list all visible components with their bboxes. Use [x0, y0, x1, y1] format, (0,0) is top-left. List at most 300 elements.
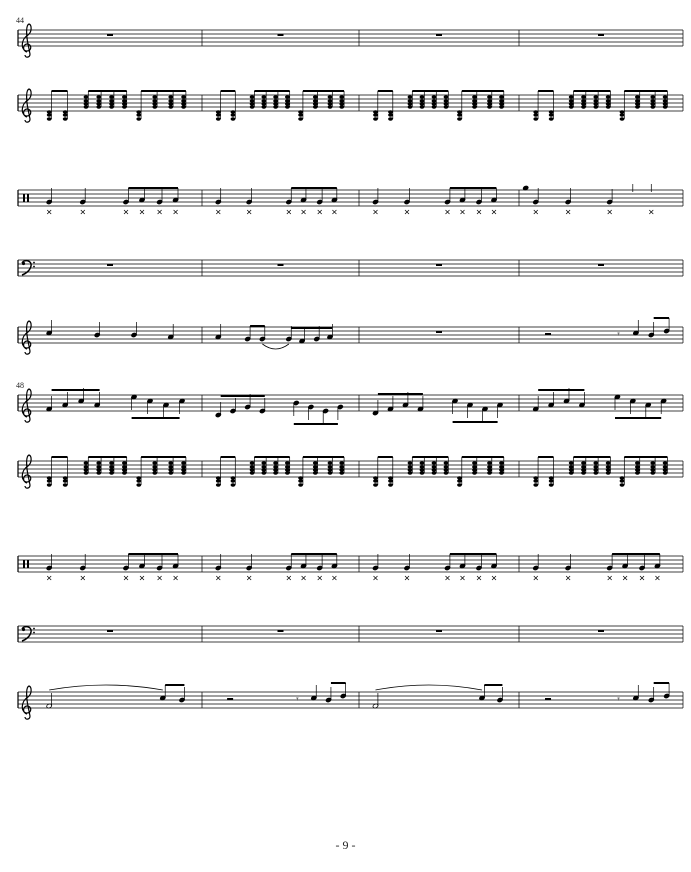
- chord-notehead: [47, 110, 52, 113]
- chord-notehead: [420, 102, 425, 105]
- chord-notehead: [96, 105, 101, 108]
- eighth-rest-icon: 𝄾: [617, 330, 620, 340]
- chord-notehead: [420, 95, 425, 98]
- chord-notehead: [388, 483, 393, 486]
- chord-notehead: [388, 479, 393, 482]
- chord-notehead: [432, 471, 437, 474]
- chord-notehead: [420, 105, 425, 108]
- chord-notehead: [328, 465, 333, 468]
- chord-notehead: [388, 113, 393, 116]
- chord-notehead: [250, 468, 255, 471]
- chord-notehead: [388, 117, 393, 120]
- chord-notehead: [216, 479, 221, 482]
- x-notehead: [247, 576, 251, 580]
- note: [482, 406, 488, 422]
- x-notehead: [174, 210, 178, 214]
- chord-notehead: [285, 95, 290, 98]
- x-notehead: [174, 576, 178, 580]
- note: [565, 188, 571, 205]
- chord-notehead: [63, 483, 68, 486]
- x-notehead: [649, 210, 653, 214]
- chord-notehead: [96, 465, 101, 468]
- x-notehead: [81, 210, 85, 214]
- note: [46, 693, 52, 709]
- chord-notehead: [136, 476, 141, 479]
- chord-notehead: [499, 95, 504, 98]
- note: [372, 554, 378, 571]
- chord-notehead: [635, 102, 640, 105]
- treble-clef-icon: [22, 686, 31, 719]
- chord-notehead: [620, 479, 625, 482]
- x-notehead: [124, 210, 128, 214]
- chord-notehead: [285, 105, 290, 108]
- note: [387, 396, 393, 412]
- x-notehead: [446, 576, 450, 580]
- chord-notehead: [313, 461, 318, 464]
- chord-notehead: [569, 105, 574, 108]
- chord-notehead: [420, 471, 425, 474]
- chord-notehead: [457, 110, 462, 113]
- chord-notehead: [273, 465, 278, 468]
- note: [633, 320, 639, 336]
- note: [497, 402, 503, 418]
- chord-notehead: [168, 471, 173, 474]
- note: [46, 396, 52, 412]
- x-notehead: [374, 576, 378, 580]
- chord-notehead: [444, 95, 449, 98]
- chord-notehead: [328, 99, 333, 102]
- chord-notehead: [420, 461, 425, 464]
- x-notehead: [287, 576, 291, 580]
- chord-notehead: [84, 461, 89, 464]
- chord-notehead: [109, 468, 114, 471]
- staff: [18, 184, 683, 214]
- chord-notehead: [581, 471, 586, 474]
- chord-notehead: [432, 461, 437, 464]
- chord-notehead: [181, 99, 186, 102]
- chord-notehead: [47, 483, 52, 486]
- note: [215, 188, 221, 205]
- chord-notehead: [472, 471, 477, 474]
- chord-notehead: [499, 468, 504, 471]
- note: [548, 392, 554, 408]
- x-notehead: [461, 210, 465, 214]
- chord-notehead: [96, 99, 101, 102]
- chord-notehead: [581, 102, 586, 105]
- chord-notehead: [47, 476, 52, 479]
- note: [317, 188, 323, 205]
- x-notehead: [461, 576, 465, 580]
- note: [80, 188, 86, 205]
- chord-notehead: [47, 479, 52, 482]
- chord-notehead: [181, 461, 186, 464]
- note: [467, 402, 473, 418]
- x-notehead: [655, 576, 659, 580]
- chord-notehead: [168, 95, 173, 98]
- chord-notehead: [457, 479, 462, 482]
- chord-notehead: [606, 468, 611, 471]
- chord-notehead: [472, 102, 477, 105]
- treble-clef-icon: [22, 321, 31, 354]
- note: [168, 324, 174, 340]
- chord-notehead: [533, 483, 538, 486]
- chord-notehead: [181, 465, 186, 468]
- chord-notehead: [285, 102, 290, 105]
- note: [633, 685, 639, 701]
- note: [46, 554, 52, 571]
- chord-notehead: [109, 95, 114, 98]
- chord-notehead: [606, 105, 611, 108]
- chord-notehead: [96, 95, 101, 98]
- x-notehead: [216, 576, 220, 580]
- chord-notehead: [549, 110, 554, 113]
- chord-notehead: [663, 465, 668, 468]
- chord-notehead: [373, 117, 378, 120]
- chord-notehead: [84, 99, 89, 102]
- note: [533, 554, 539, 571]
- note: [323, 408, 329, 424]
- chord-notehead: [444, 461, 449, 464]
- chord-notehead: [168, 461, 173, 464]
- chord-notehead: [136, 117, 141, 120]
- chord-notehead: [593, 95, 598, 98]
- half-rest-icon: [227, 698, 233, 700]
- half-rest-icon: [545, 698, 551, 700]
- chord-notehead: [408, 105, 413, 108]
- note: [179, 398, 185, 414]
- chord-notehead: [339, 102, 344, 105]
- staff: [18, 626, 683, 642]
- x-notehead: [566, 210, 570, 214]
- chord-notehead: [231, 113, 236, 116]
- chord-notehead: [472, 465, 477, 468]
- x-notehead: [124, 576, 128, 580]
- chord-notehead: [250, 95, 255, 98]
- note: [259, 326, 265, 342]
- chord-notehead: [250, 99, 255, 102]
- chord-notehead: [472, 99, 477, 102]
- chord-notehead: [569, 468, 574, 471]
- chord-notehead: [181, 468, 186, 471]
- chord-notehead: [606, 99, 611, 102]
- note: [46, 188, 52, 205]
- chord-notehead: [136, 110, 141, 113]
- chord-notehead: [420, 465, 425, 468]
- chord-notehead: [569, 95, 574, 98]
- staff: [18, 554, 683, 580]
- note: [372, 188, 378, 205]
- x-notehead: [158, 210, 162, 214]
- note: [179, 687, 185, 703]
- chord-notehead: [181, 471, 186, 474]
- whole-rest-icon: [436, 264, 442, 266]
- chord-notehead: [487, 99, 492, 102]
- chord-notehead: [152, 471, 157, 474]
- x-notehead: [608, 576, 612, 580]
- chord-notehead: [432, 105, 437, 108]
- note: [299, 328, 305, 344]
- x-notehead: [287, 210, 291, 214]
- chord-notehead: [408, 461, 413, 464]
- chord-notehead: [136, 479, 141, 482]
- chord-notehead: [168, 99, 173, 102]
- chord-notehead: [216, 483, 221, 486]
- note: [80, 554, 86, 571]
- chord-notehead: [273, 99, 278, 102]
- page-number: - 9 -: [335, 838, 356, 852]
- chord-notehead: [84, 102, 89, 105]
- chord-notehead: [152, 99, 157, 102]
- whole-rest-icon: [436, 630, 442, 632]
- treble-clef-icon: [22, 24, 31, 57]
- chord-notehead: [216, 117, 221, 120]
- chord-notehead: [122, 465, 127, 468]
- note: [340, 683, 346, 699]
- chord-notehead: [444, 465, 449, 468]
- chord-notehead: [96, 461, 101, 464]
- chord-notehead: [533, 479, 538, 482]
- chord-notehead: [472, 461, 477, 464]
- note: [607, 189, 613, 205]
- chord-notehead: [168, 465, 173, 468]
- note: [62, 392, 68, 408]
- whole-rest-icon: [278, 264, 284, 266]
- chord-notehead: [328, 102, 333, 105]
- chord-notehead: [606, 461, 611, 464]
- note: [246, 188, 252, 205]
- chord-notehead: [457, 117, 462, 120]
- chord-notehead: [373, 479, 378, 482]
- x-notehead: [318, 576, 322, 580]
- chord-notehead: [152, 468, 157, 471]
- chord-notehead: [472, 468, 477, 471]
- chord-notehead: [273, 95, 278, 98]
- chord-notehead: [122, 471, 127, 474]
- chord-notehead: [635, 468, 640, 471]
- note: [259, 398, 265, 414]
- note: [372, 693, 378, 709]
- chord-notehead: [593, 99, 598, 102]
- chord-notehead: [339, 105, 344, 108]
- chord-notehead: [313, 105, 318, 108]
- note: [325, 687, 331, 703]
- chord-notehead: [328, 105, 333, 108]
- slur: [376, 685, 483, 690]
- chord-notehead: [606, 465, 611, 468]
- chord-notehead: [231, 117, 236, 120]
- slur: [49, 685, 163, 690]
- chord-notehead: [168, 468, 173, 471]
- chord-notehead: [273, 468, 278, 471]
- chord-notehead: [168, 102, 173, 105]
- chord-notehead: [487, 465, 492, 468]
- note: [664, 318, 670, 334]
- chord-notehead: [231, 483, 236, 486]
- x-notehead: [81, 576, 85, 580]
- chord-notehead: [109, 465, 114, 468]
- x-notehead: [446, 210, 450, 214]
- chord-notehead: [298, 113, 303, 116]
- x-notehead: [608, 210, 612, 214]
- chord-notehead: [261, 95, 266, 98]
- chord-notehead: [122, 461, 127, 464]
- chord-notehead: [620, 110, 625, 113]
- chord-notehead: [650, 461, 655, 464]
- chord-notehead: [663, 95, 668, 98]
- chord-notehead: [408, 468, 413, 471]
- note: [157, 554, 163, 571]
- note: [163, 402, 169, 418]
- chord-notehead: [168, 105, 173, 108]
- chord-notehead: [388, 476, 393, 479]
- chord-notehead: [373, 113, 378, 116]
- chord-notehead: [650, 105, 655, 108]
- x-notehead: [640, 576, 644, 580]
- chord-notehead: [487, 95, 492, 98]
- x-notehead: [47, 576, 51, 580]
- x-notehead: [332, 576, 336, 580]
- chord-notehead: [285, 465, 290, 468]
- half-rest-icon: [545, 333, 551, 335]
- note: [286, 554, 292, 571]
- chord-notehead: [298, 479, 303, 482]
- chord-notehead: [533, 113, 538, 116]
- chord-notehead: [84, 465, 89, 468]
- chord-notehead: [47, 117, 52, 120]
- chord-notehead: [549, 117, 554, 120]
- chord-notehead: [261, 468, 266, 471]
- whole-rest-icon: [107, 264, 113, 266]
- chord-notehead: [63, 113, 68, 116]
- chord-notehead: [549, 483, 554, 486]
- chord-notehead: [328, 95, 333, 98]
- chord-notehead: [84, 105, 89, 108]
- chord-notehead: [635, 465, 640, 468]
- chord-notehead: [408, 102, 413, 105]
- chord-notehead: [84, 471, 89, 474]
- chord-notehead: [650, 102, 655, 105]
- measure-number: 44: [16, 16, 24, 25]
- x-notehead: [332, 210, 336, 214]
- chord-notehead: [96, 102, 101, 105]
- chord-notehead: [635, 471, 640, 474]
- chord-notehead: [569, 102, 574, 105]
- chord-notehead: [63, 479, 68, 482]
- note: [311, 685, 317, 701]
- note: [607, 554, 613, 571]
- note: [308, 404, 314, 420]
- note: [614, 394, 620, 410]
- staff: [18, 24, 683, 57]
- chord-notehead: [620, 113, 625, 116]
- chord-notehead: [420, 468, 425, 471]
- chord-notehead: [432, 95, 437, 98]
- chord-notehead: [328, 471, 333, 474]
- chord-notehead: [181, 102, 186, 105]
- chord-notehead: [216, 476, 221, 479]
- chord-notehead: [650, 468, 655, 471]
- chord-notehead: [581, 99, 586, 102]
- chord-notehead: [109, 471, 114, 474]
- note: [630, 398, 636, 414]
- staff: [18, 388, 683, 424]
- chord-notehead: [109, 105, 114, 108]
- chord-notehead: [261, 465, 266, 468]
- chord-notehead: [152, 105, 157, 108]
- slur: [262, 344, 288, 349]
- chord-notehead: [620, 117, 625, 120]
- chord-notehead: [487, 468, 492, 471]
- chord-notehead: [136, 113, 141, 116]
- chord-notehead: [663, 105, 668, 108]
- chord-notehead: [663, 99, 668, 102]
- note: [417, 396, 423, 412]
- chord-notehead: [339, 471, 344, 474]
- chord-notehead: [273, 102, 278, 105]
- system: [16, 381, 683, 719]
- chord-notehead: [432, 465, 437, 468]
- chord-notehead: [663, 461, 668, 464]
- chord-notehead: [152, 465, 157, 468]
- note: [645, 402, 651, 418]
- chord-notehead: [457, 476, 462, 479]
- chord-notehead: [620, 476, 625, 479]
- chord-notehead: [487, 102, 492, 105]
- chord-notehead: [499, 105, 504, 108]
- x-notehead: [405, 576, 409, 580]
- note: [404, 188, 410, 205]
- chord-notehead: [96, 471, 101, 474]
- chord-notehead: [285, 461, 290, 464]
- chord-notehead: [313, 102, 318, 105]
- chord-notehead: [457, 113, 462, 116]
- chord-notehead: [606, 102, 611, 105]
- chord-notehead: [499, 471, 504, 474]
- note: [157, 188, 163, 205]
- measure-number: 48: [16, 381, 24, 390]
- chord-notehead: [593, 102, 598, 105]
- whole-rest-icon: [107, 630, 113, 632]
- staff: [18, 455, 683, 488]
- x-notehead: [158, 576, 162, 580]
- note: [372, 400, 378, 416]
- staff: [18, 318, 683, 354]
- note: [160, 685, 166, 701]
- chord-notehead: [109, 99, 114, 102]
- note: [293, 400, 299, 416]
- chord-notehead: [408, 95, 413, 98]
- x-notehead: [477, 210, 481, 214]
- treble-clef-icon: [22, 455, 31, 488]
- chord-notehead: [444, 471, 449, 474]
- chord-notehead: [96, 468, 101, 471]
- x-notehead: [534, 210, 538, 214]
- eighth-rest-icon: 𝄾: [296, 695, 299, 705]
- staff: [18, 89, 683, 122]
- chord-notehead: [620, 483, 625, 486]
- chord-notehead: [298, 483, 303, 486]
- chord-notehead: [581, 105, 586, 108]
- note: [479, 685, 485, 701]
- x-notehead: [566, 576, 570, 580]
- chord-notehead: [328, 468, 333, 471]
- chord-notehead: [581, 465, 586, 468]
- chord-notehead: [635, 105, 640, 108]
- systems-layer: [16, 16, 683, 719]
- chord-notehead: [250, 105, 255, 108]
- chord-notehead: [231, 476, 236, 479]
- note: [444, 188, 450, 205]
